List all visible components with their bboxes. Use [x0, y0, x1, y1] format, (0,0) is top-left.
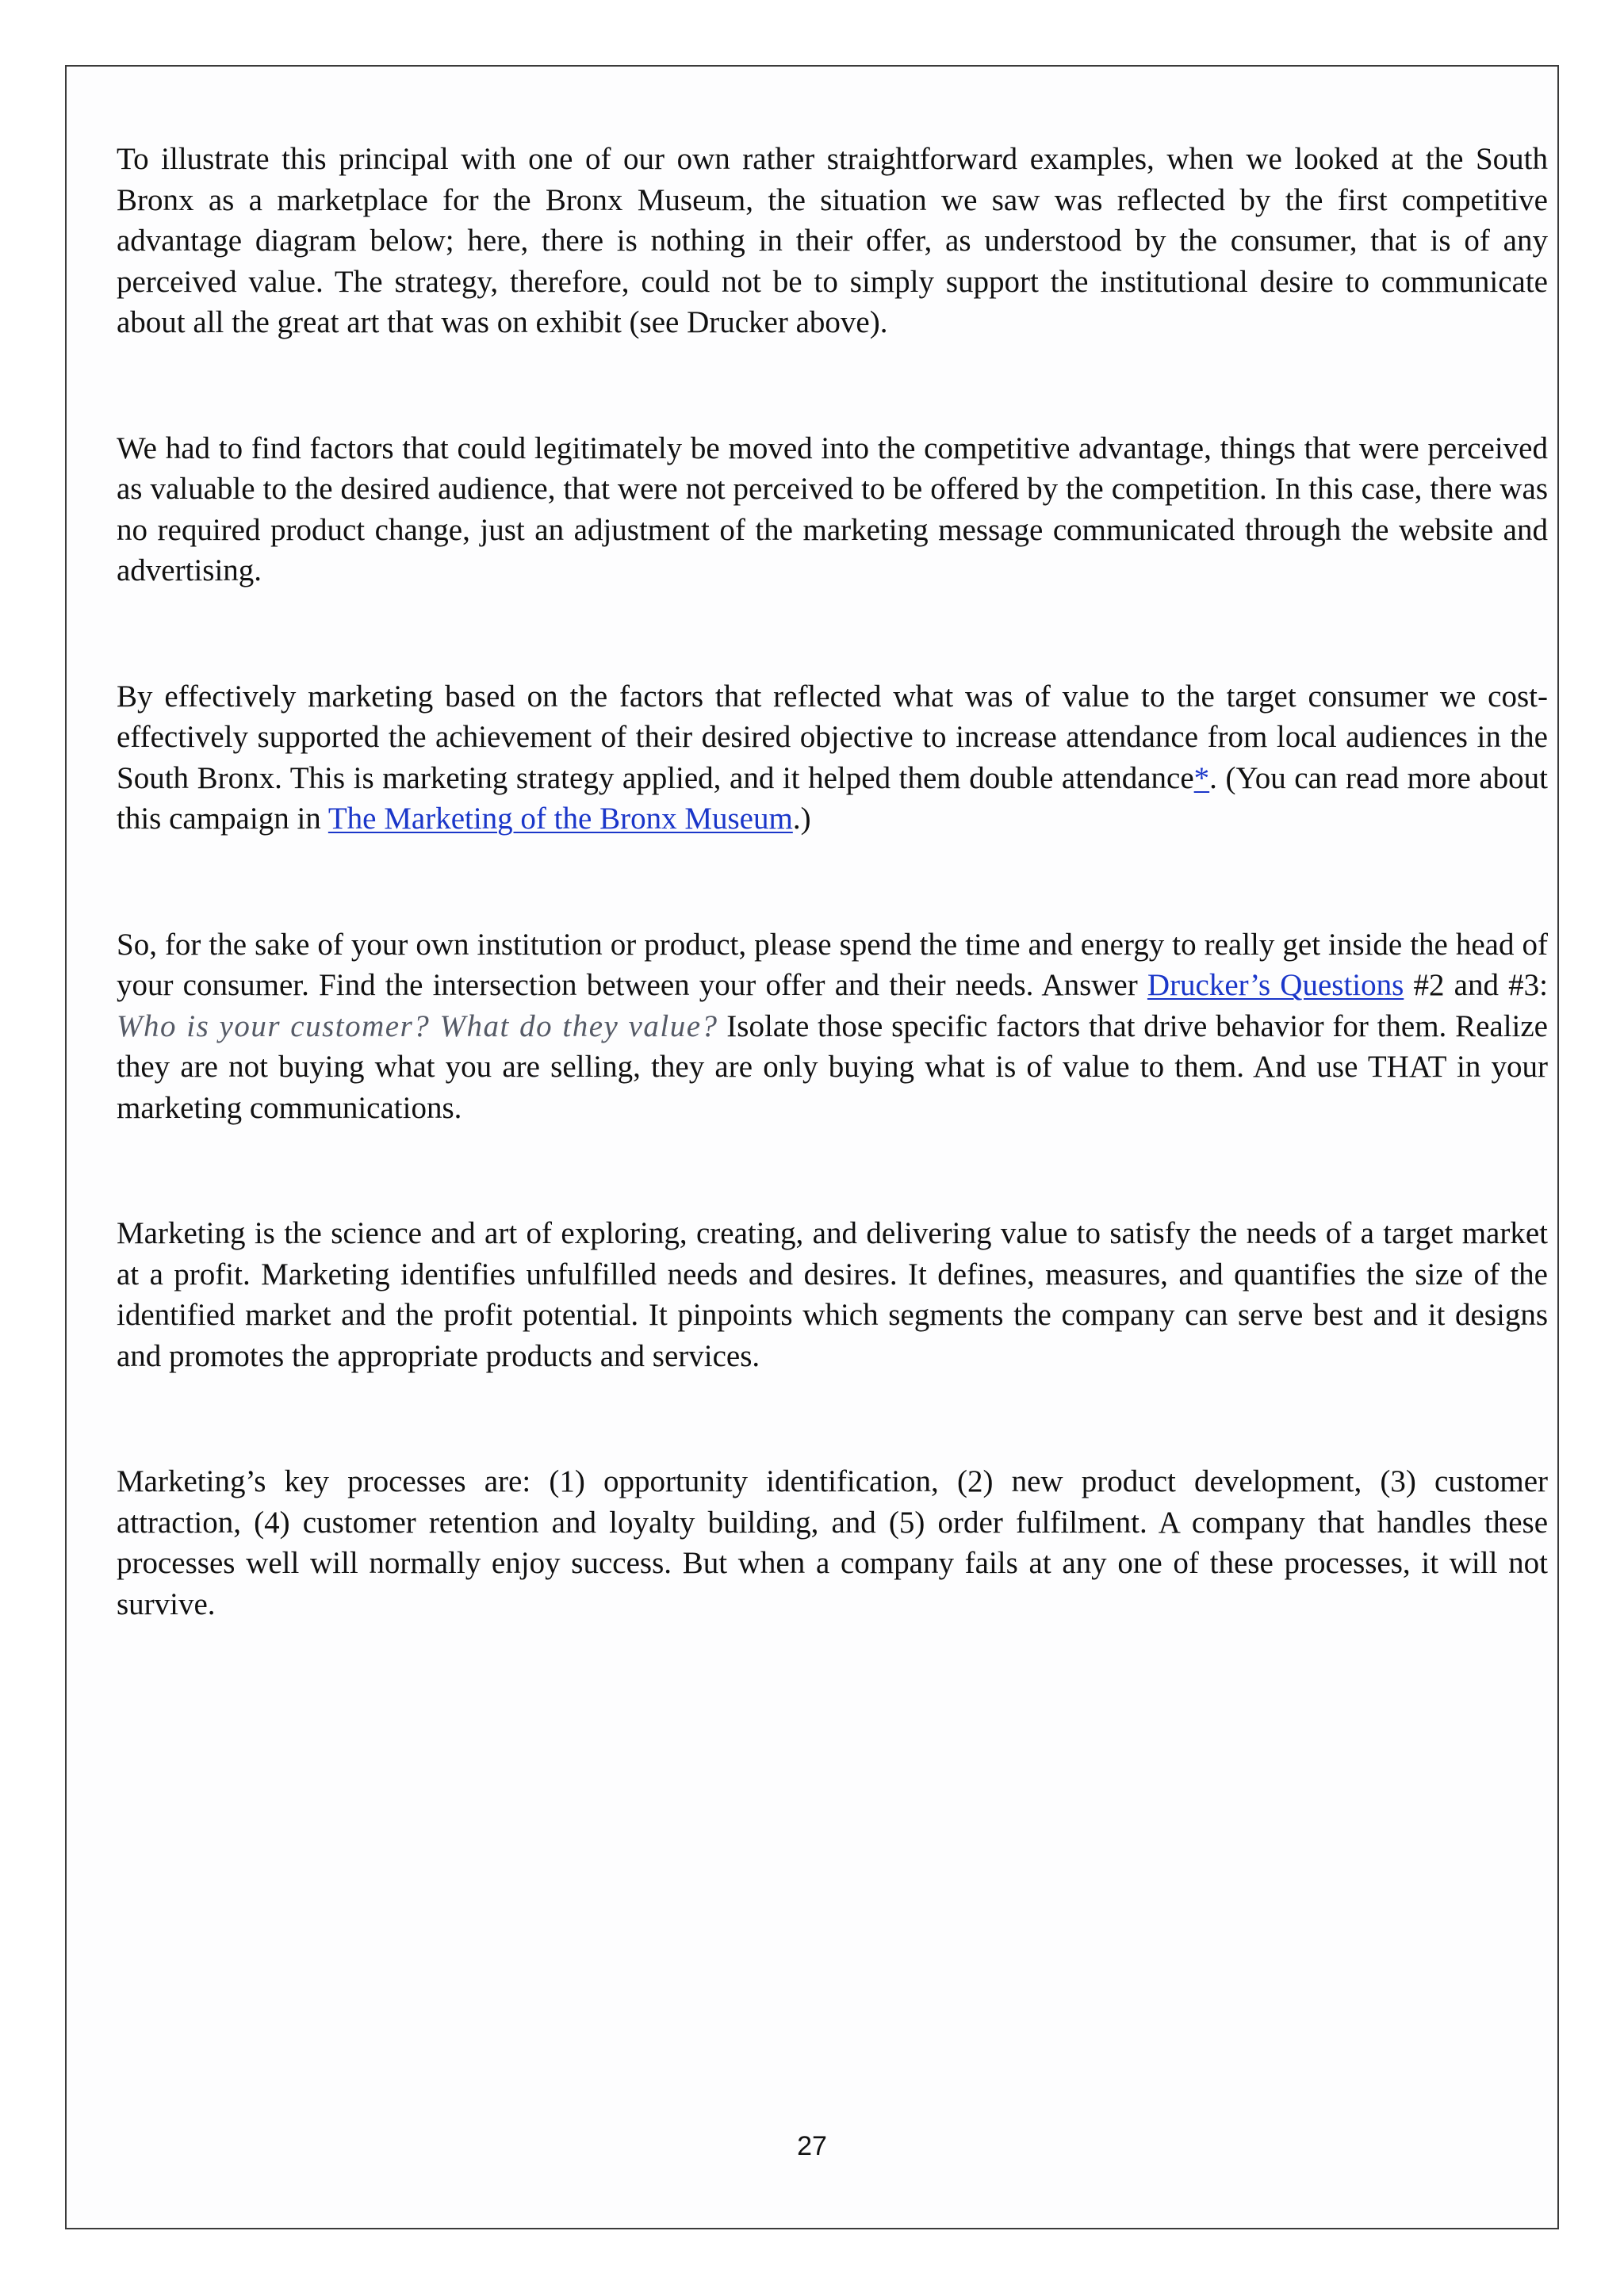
- druckers-questions-link[interactable]: Drucker’s Questions: [1147, 968, 1404, 1002]
- paragraph-4: [117, 924, 1548, 1129]
- customer-value-questions: Who is your customer? What do they value?: [117, 1008, 718, 1043]
- paragraph-3-text-end: .): [792, 802, 811, 836]
- paragraph-1: To illustrate this principal with one of our own rather straightforward examples, when we looked at the South Bronx as a marketplace for the Bronx Museum, the situation we saw was reflected by the first competitive advantage diagram below; here, there is nothing in their offer, as understood by the consumer, that is of any perceived value. The strategy, therefore, could not be to simply support the institutional desire to communicate about all the great art that was on exhibit (see Drucker above).: [117, 142, 1548, 339]
- footnote-link[interactable]: *: [1193, 760, 1210, 795]
- paragraph-5: Marketing is the science and art of exploring, creating, and delivering value to satisfy the needs of a target market at a profit. Marketing identifies unfulfilled needs and desires. It defines, measures, and quantifies the size of the identified market and the profit potential. It pinpoints which segments the company can serve best and it designs and promotes the appropriate products and services.: [117, 1216, 1548, 1373]
- paragraph-3-text-start: By effectively marketing based on the factors that reflected what was of value to the target consumer we cost-effectively supported the achievement of their desired objective to increase attendance from local audiences in the South Bronx. This is marketing strategy applied, and it helped them double attendance: [117, 679, 1548, 795]
- paragraph-3: [117, 676, 1548, 840]
- bronx-museum-article-link[interactable]: The Marketing of the Bronx Museum: [327, 802, 793, 836]
- paragraph-4-text-end: Isolate those specific factors that drive behavior for them. Realize they are not buying what you are selling, they are only buying what is of value to them. And use THAT in your marketing communications.: [117, 1008, 1548, 1125]
- paragraph-2: We had to find factors that could legitimately be moved into the competitive advantage, things that were perceived as valuable to the desired audience, that were not perceived to be offered by the competition. In this case, there was no required product change, just an adjustment of the marketing message communicated through the website and advertising.: [117, 430, 1548, 587]
- paragraph-4-text-middle: #2 and #3:: [1404, 968, 1548, 1002]
- paragraph-3-text-middle: . (You can read more about this campaign in: [117, 760, 1548, 836]
- page-number: 27: [797, 2131, 827, 2161]
- paragraph-6: Marketing’s key processes are: (1) opportunity identification, (2) new product development, (3) customer attraction, (4) customer retention and loyalty building, and (5) order fulfilment. A company that handles these processes well will normally enjoy success. But when a company fails at any one of these processes, it will not survive.: [117, 1464, 1548, 1621]
- document-body: [117, 139, 1548, 1624]
- paragraph-4-text-start: So, for the sake of your own institution or product, please spend the time and energy to really get inside the head of your consumer. Find the intersection between your offer and their needs. Answer: [117, 927, 1548, 1002]
